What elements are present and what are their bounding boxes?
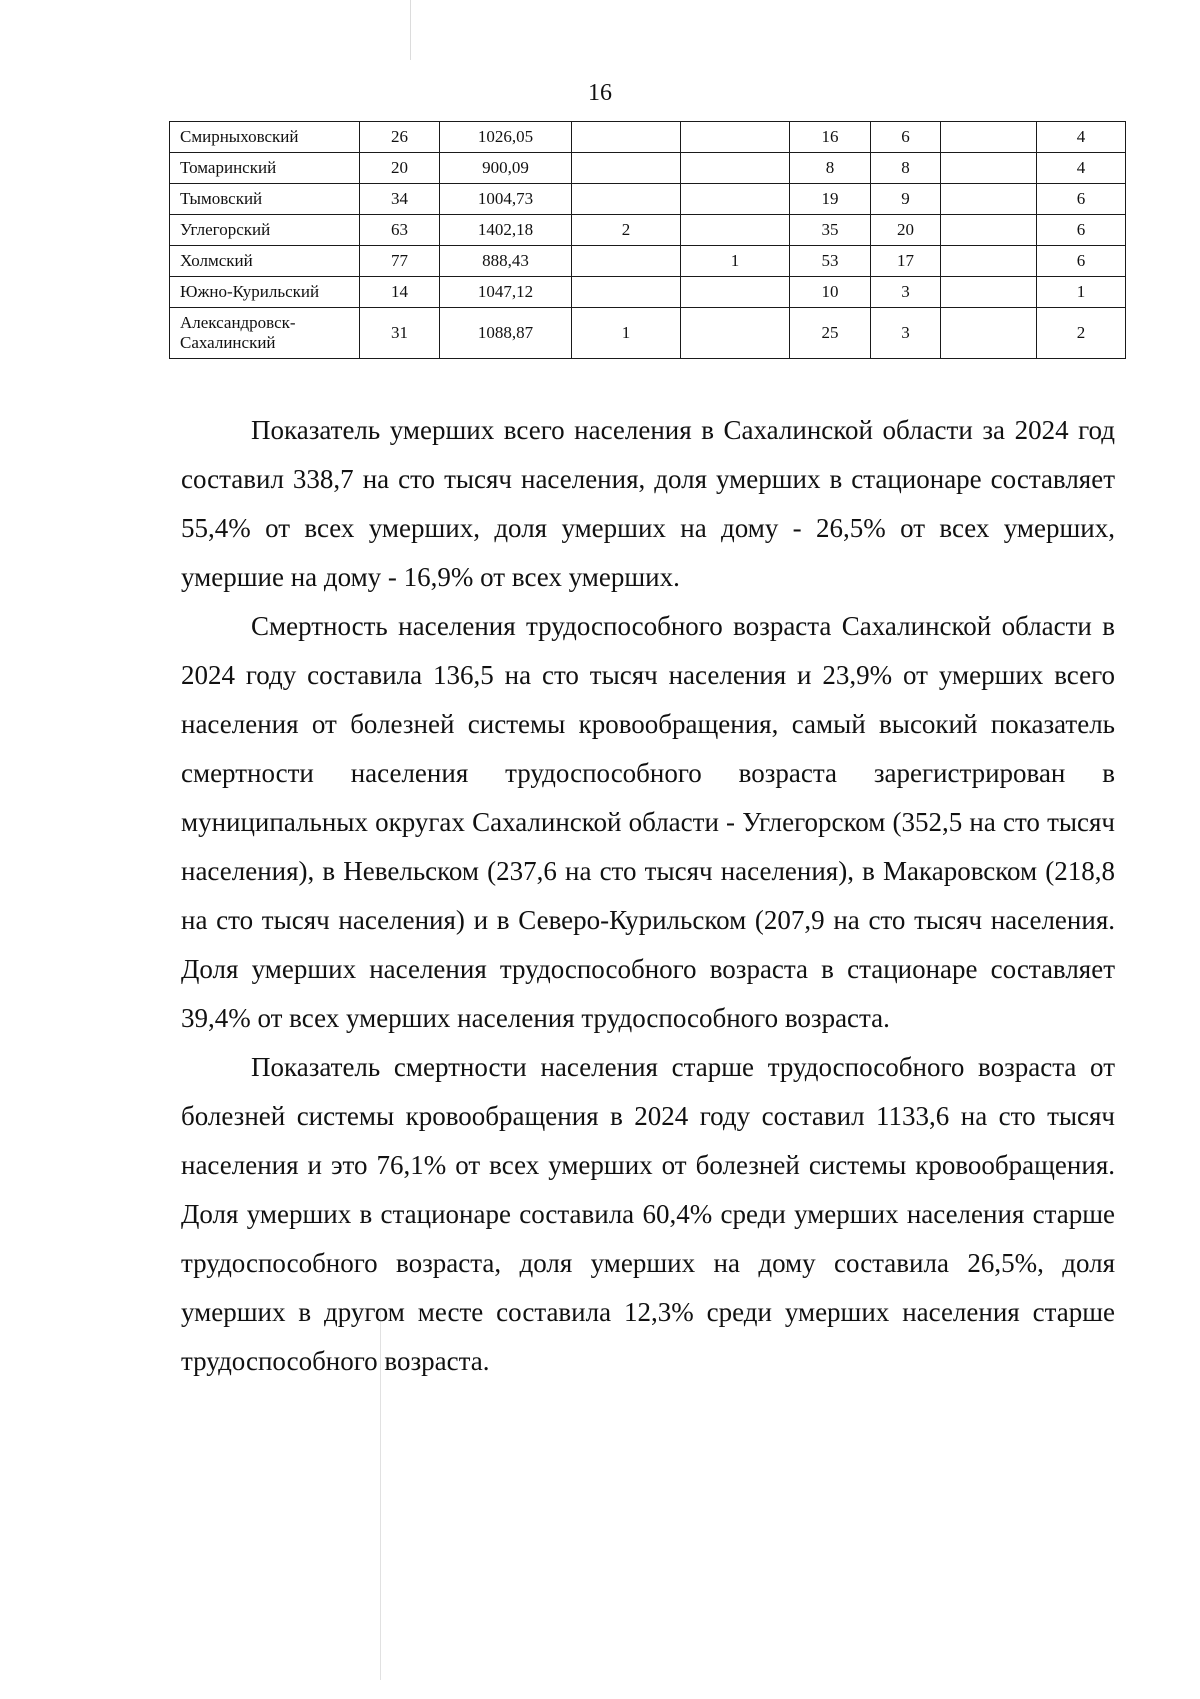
district-name-cell: Южно-Курильский <box>170 277 360 308</box>
table-row <box>170 153 1126 184</box>
table-cell <box>941 215 1037 246</box>
table-cell <box>572 122 681 153</box>
table-row <box>170 184 1126 215</box>
table-cell: 19 <box>790 184 871 215</box>
table-cell: 900,09 <box>440 153 572 184</box>
table-cell <box>572 153 681 184</box>
table-cell <box>681 184 790 215</box>
table-cell: 6 <box>1037 246 1126 277</box>
table-cell <box>681 277 790 308</box>
scan-line <box>410 0 411 60</box>
table-cell: 34 <box>360 184 440 215</box>
table-cell: 26 <box>360 122 440 153</box>
table-cell: 8 <box>871 153 941 184</box>
paragraph-total-mortality: Показатель умерших всего населения в Сахалинской области за 2024 год составил 338,7 на сто тысяч населения, доля умерших в стационаре составляет 55,4% от всех умерших, доля умерших на дому - 26,5% от всех умерших, умершие на дому - 16,9% от всех умерших. <box>181 415 1115 592</box>
table-cell: 6 <box>871 122 941 153</box>
table-cell: 1026,05 <box>440 122 572 153</box>
table-cell: 1402,18 <box>440 215 572 246</box>
table-cell <box>572 184 681 215</box>
table-cell <box>941 246 1037 277</box>
table-cell: 77 <box>360 246 440 277</box>
table-cell: 6 <box>1037 184 1126 215</box>
district-name-cell: Холмский <box>170 246 360 277</box>
table-cell: 3 <box>871 277 941 308</box>
table-cell: 1 <box>572 308 681 359</box>
table-cell <box>681 308 790 359</box>
district-name-cell: Тымовский <box>170 184 360 215</box>
table-cell: 10 <box>790 277 871 308</box>
table-cell <box>941 122 1037 153</box>
scan-line <box>380 1310 381 1680</box>
table-cell <box>941 153 1037 184</box>
table-row <box>170 122 1126 153</box>
body-text <box>181 406 1115 1386</box>
district-name-cell: Смирныховский <box>170 122 360 153</box>
mortality-table <box>169 121 1126 359</box>
table-cell: 888,43 <box>440 246 572 277</box>
table-cell: 31 <box>360 308 440 359</box>
table-cell <box>681 122 790 153</box>
district-name-cell: Александровск-Сахалинский <box>170 308 360 359</box>
table-cell: 2 <box>572 215 681 246</box>
table-cell: 63 <box>360 215 440 246</box>
paragraph-working-age-mortality: Смертность населения трудоспособного возраста Сахалинской области в 2024 году составила 136,5 на сто тысяч населения и 23,9% от умерших всего населения от болезней системы кровообращения, самый высокий показатель смертности населения трудоспособного возраста зарегистрирован в муниципальных округах Сахалинской области - Углегорском (352,5 на сто тысяч населения), в Невельском (237,6 на сто тысяч населения), в Макаровском (218,8 на сто тысяч населения) и в Северо-Курильском (207,9 на сто тысяч населения. Доля умерших населения трудоспособного возраста в стационаре составляет 39,4% от всех умерших населения трудоспособного возраста. <box>181 611 1115 1033</box>
table-cell: 53 <box>790 246 871 277</box>
table-cell <box>572 246 681 277</box>
table-cell: 17 <box>871 246 941 277</box>
table-cell: 9 <box>871 184 941 215</box>
table-cell: 1004,73 <box>440 184 572 215</box>
table-row <box>170 308 1126 359</box>
table-cell: 1088,87 <box>440 308 572 359</box>
table-cell: 1 <box>1037 277 1126 308</box>
table-cell <box>572 277 681 308</box>
table-cell: 3 <box>871 308 941 359</box>
table-cell: 4 <box>1037 122 1126 153</box>
table-row <box>170 246 1126 277</box>
table-cell: 20 <box>360 153 440 184</box>
table-cell: 1 <box>681 246 790 277</box>
table-cell: 14 <box>360 277 440 308</box>
table-row <box>170 277 1126 308</box>
table-cell <box>681 153 790 184</box>
table-cell: 2 <box>1037 308 1126 359</box>
page-number: 16 <box>588 80 612 106</box>
table-cell: 20 <box>871 215 941 246</box>
district-name-cell: Углегорский <box>170 215 360 246</box>
table-cell: 25 <box>790 308 871 359</box>
table-cell: 1047,12 <box>440 277 572 308</box>
table-cell <box>941 277 1037 308</box>
table-row <box>170 215 1126 246</box>
table-body <box>170 122 1126 359</box>
table-cell: 8 <box>790 153 871 184</box>
table-cell: 6 <box>1037 215 1126 246</box>
paragraph-older-age-mortality: Показатель смертности населения старше трудоспособного возраста от болезней системы кровообращения в 2024 году составил 1133,6 на сто тысяч населения и это 76,1% от всех умерших от болезней системы кровообращения. Доля умерших в стационаре составила 60,4% среди умерших населения старше трудоспособного возраста, доля умерших на дому составила 26,5%, доля умерших в другом месте составила 12,3% среди умерших населения старше трудоспособного возраста. <box>181 1052 1115 1376</box>
table-cell <box>941 308 1037 359</box>
table-cell: 35 <box>790 215 871 246</box>
table-cell <box>681 215 790 246</box>
table-cell: 4 <box>1037 153 1126 184</box>
district-name-cell: Томаринский <box>170 153 360 184</box>
table-cell: 16 <box>790 122 871 153</box>
table-cell <box>941 184 1037 215</box>
